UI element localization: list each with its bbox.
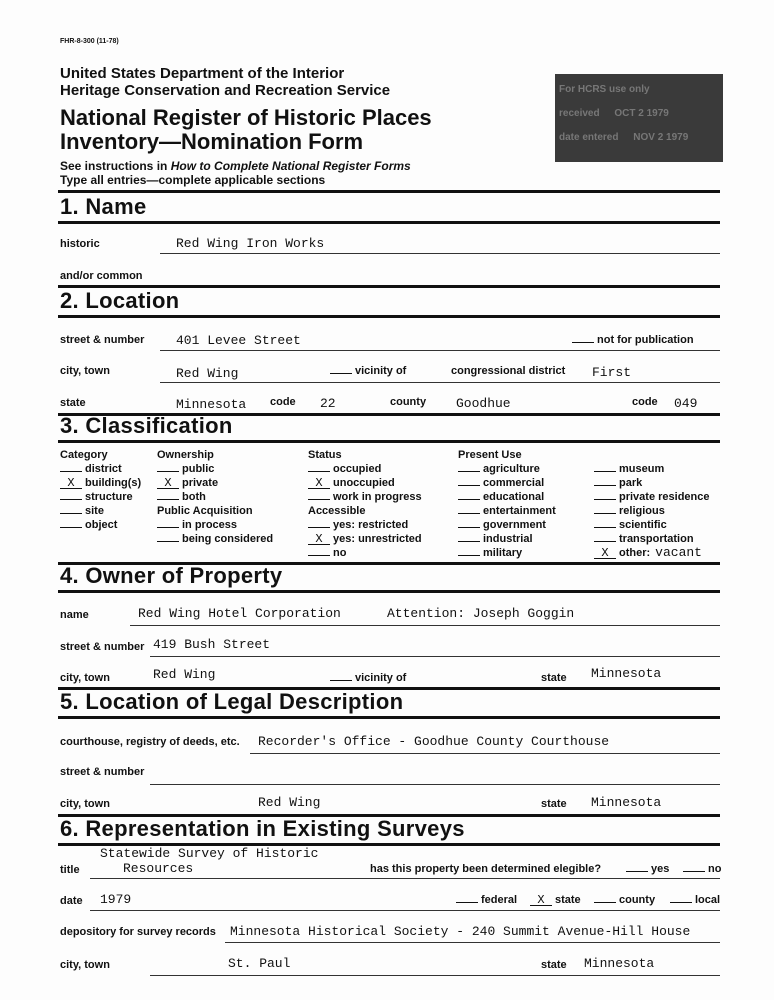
courthouse-field[interactable]: Recorder's Office - Goodhue County Courthouse bbox=[258, 734, 610, 749]
option-label: public bbox=[182, 463, 215, 475]
column-heading: Public Acquisition bbox=[157, 505, 253, 517]
option-label: in process bbox=[182, 519, 238, 531]
field-label: has this property been determined elegible? bbox=[370, 863, 602, 875]
option-label: work in progress bbox=[333, 491, 422, 503]
legal-state-field[interactable]: Minnesota bbox=[591, 795, 662, 810]
field-label: and/or common bbox=[60, 270, 143, 282]
divider bbox=[150, 784, 720, 785]
field-label: code bbox=[270, 396, 296, 408]
instructions-guide-title: How to Complete National Register Forms bbox=[170, 159, 411, 173]
divider bbox=[58, 716, 720, 719]
location-city-field[interactable]: Red Wing bbox=[176, 366, 239, 381]
section-heading: 4. Owner of Property bbox=[60, 563, 283, 588]
option-label: private bbox=[182, 477, 219, 489]
checkbox-mark[interactable] bbox=[458, 513, 480, 514]
option-label: occupied bbox=[333, 463, 382, 475]
option-label: site bbox=[85, 505, 104, 517]
divider bbox=[250, 753, 720, 754]
stamp-entered: NOV 2 1979 bbox=[633, 132, 689, 143]
field-label: federal bbox=[481, 894, 518, 906]
checkbox-mark[interactable]: X bbox=[530, 895, 552, 906]
owner-state-field[interactable]: Minnesota bbox=[591, 666, 662, 681]
field-label: not for publication bbox=[597, 334, 694, 346]
checkbox-mark[interactable] bbox=[157, 471, 179, 472]
checkbox-blank[interactable] bbox=[572, 342, 594, 343]
option-label: commercial bbox=[483, 477, 545, 489]
checkbox-mark[interactable]: X bbox=[60, 478, 82, 489]
checkbox-option[interactable] bbox=[157, 476, 273, 490]
ownership-column bbox=[157, 448, 273, 546]
owner-name-field[interactable]: Red Wing Hotel Corporation bbox=[138, 606, 341, 621]
option-label: transportation bbox=[619, 533, 694, 545]
field-label: street & number bbox=[60, 641, 145, 653]
checkbox-option[interactable] bbox=[458, 532, 556, 546]
divider bbox=[58, 190, 720, 193]
county-code-field[interactable]: 049 bbox=[674, 396, 698, 411]
checkbox-mark[interactable] bbox=[308, 471, 330, 472]
checkbox-mark[interactable]: X bbox=[594, 548, 616, 559]
instructions bbox=[60, 159, 411, 187]
option-label: religious bbox=[619, 505, 665, 517]
option-label: no bbox=[333, 547, 347, 559]
county-field[interactable]: Goodhue bbox=[456, 396, 511, 411]
checkbox-option[interactable] bbox=[308, 518, 422, 532]
legal-city-field[interactable]: Red Wing bbox=[258, 795, 321, 810]
field-label: local bbox=[695, 894, 721, 906]
checkbox-option[interactable] bbox=[60, 504, 141, 518]
stamp-text: For HCRS use only bbox=[559, 84, 650, 95]
divider bbox=[160, 253, 720, 254]
option-label: agriculture bbox=[483, 463, 540, 475]
checkbox-mark[interactable] bbox=[458, 485, 480, 486]
checkbox-mark[interactable] bbox=[458, 527, 480, 528]
checkbox-mark[interactable] bbox=[594, 471, 616, 472]
agency-line: Heritage Conservation and Recreation Service bbox=[60, 82, 391, 99]
checkbox-option[interactable] bbox=[60, 462, 141, 476]
field-label: congressional district bbox=[451, 365, 566, 377]
option-label: park bbox=[619, 477, 643, 489]
divider bbox=[225, 942, 720, 943]
section-heading: 6. Representation in Existing Surveys bbox=[60, 816, 465, 841]
checkbox-option[interactable] bbox=[594, 490, 710, 504]
checkbox-option[interactable] bbox=[60, 490, 141, 504]
checkbox-option[interactable] bbox=[308, 546, 422, 560]
field-label: state bbox=[60, 397, 86, 409]
option-label: both bbox=[182, 491, 206, 503]
checkbox-option[interactable] bbox=[594, 532, 710, 546]
status-column bbox=[308, 448, 422, 560]
checkbox-option[interactable] bbox=[594, 546, 710, 560]
checkbox-mark[interactable] bbox=[157, 527, 179, 528]
agency-header bbox=[60, 65, 390, 99]
instructions-text: Type all entries—complete applicable sections bbox=[60, 173, 326, 187]
category-column bbox=[60, 448, 141, 532]
divider bbox=[58, 590, 720, 593]
checkbox-mark[interactable] bbox=[594, 485, 616, 486]
form-title bbox=[60, 106, 432, 154]
divider bbox=[58, 315, 720, 318]
checkbox-blank[interactable] bbox=[330, 373, 352, 374]
checkbox-mark[interactable] bbox=[594, 499, 616, 500]
checkbox-blank[interactable] bbox=[683, 871, 705, 872]
field-label: code bbox=[632, 396, 658, 408]
checkbox-mark[interactable] bbox=[458, 499, 480, 500]
checkbox-mark[interactable] bbox=[458, 541, 480, 542]
checkbox-mark[interactable] bbox=[458, 471, 480, 472]
checkbox-option[interactable] bbox=[308, 476, 422, 490]
divider bbox=[58, 440, 720, 443]
checkbox-blank[interactable] bbox=[670, 902, 692, 903]
stamp-text: date entered bbox=[559, 132, 619, 143]
checkbox-mark[interactable] bbox=[308, 527, 330, 528]
option-label: museum bbox=[619, 463, 665, 475]
stamp-text: received bbox=[559, 108, 600, 119]
checkbox-blank[interactable] bbox=[594, 902, 616, 903]
divider bbox=[90, 910, 720, 911]
checkbox-option[interactable] bbox=[308, 490, 422, 504]
section-heading: 2. Location bbox=[60, 288, 180, 313]
checkbox-option[interactable] bbox=[308, 532, 422, 546]
field-label: depository for survey records bbox=[60, 926, 216, 938]
field-label: city, town bbox=[60, 365, 110, 377]
title-line: Inventory—Nomination Form bbox=[60, 129, 364, 154]
survey-city-field[interactable]: St. Paul bbox=[228, 956, 291, 971]
checkbox-option[interactable] bbox=[458, 546, 556, 560]
form-number: FHR-8-300 (11-78) bbox=[60, 38, 119, 45]
option-label: unoccupied bbox=[333, 477, 395, 489]
hcrs-use-only-stamp bbox=[555, 74, 723, 162]
checkbox-blank[interactable] bbox=[330, 680, 352, 681]
option-label: educational bbox=[483, 491, 545, 503]
field-label: yes bbox=[651, 863, 670, 875]
option-label: building(s) bbox=[85, 477, 142, 489]
checkbox-blank[interactable] bbox=[626, 871, 648, 872]
checkbox-mark[interactable] bbox=[594, 541, 616, 542]
checkbox-option[interactable] bbox=[594, 462, 710, 476]
location-state-field[interactable]: Minnesota bbox=[176, 397, 247, 412]
state-code-field[interactable]: 22 bbox=[320, 396, 336, 411]
column-heading: Category bbox=[60, 449, 108, 461]
owner-attention-field[interactable]: Attention: Joseph Goggin bbox=[387, 606, 575, 621]
divider bbox=[58, 221, 720, 224]
option-label: being considered bbox=[182, 533, 274, 545]
checkbox-mark[interactable] bbox=[157, 541, 179, 542]
column-heading: Ownership bbox=[157, 449, 214, 461]
field-label: state bbox=[541, 798, 567, 810]
checkbox-mark[interactable] bbox=[458, 555, 480, 556]
field-label: state bbox=[555, 894, 581, 906]
field-label: courthouse, registry of deeds, etc. bbox=[60, 736, 240, 748]
field-label: county bbox=[619, 894, 656, 906]
column-heading: Status bbox=[308, 449, 342, 461]
checkbox-option[interactable] bbox=[458, 462, 556, 476]
option-label: entertainment bbox=[483, 505, 556, 517]
field-label: historic bbox=[60, 238, 100, 250]
congressional-district-field[interactable]: First bbox=[592, 365, 632, 380]
section-heading: 5. Location of Legal Description bbox=[60, 689, 404, 714]
option-label: government bbox=[483, 519, 546, 531]
column-heading: Present Use bbox=[458, 449, 522, 461]
field-label: vicinity of bbox=[355, 672, 407, 684]
checkbox-option[interactable] bbox=[594, 504, 710, 518]
option-label: yes: unrestricted bbox=[333, 533, 422, 545]
checkbox-option[interactable] bbox=[594, 476, 710, 490]
other-use-value[interactable]: vacant bbox=[655, 545, 702, 560]
checkbox-option[interactable] bbox=[157, 518, 273, 532]
checkbox-mark[interactable] bbox=[60, 527, 82, 528]
checkbox-mark[interactable] bbox=[308, 555, 330, 556]
field-label: city, town bbox=[60, 672, 110, 684]
field-label: county bbox=[390, 396, 427, 408]
stamp-received: OCT 2 1979 bbox=[614, 108, 669, 119]
option-label: other: bbox=[619, 547, 651, 559]
checkbox-option[interactable] bbox=[458, 490, 556, 504]
option-label: yes: restricted bbox=[333, 519, 409, 531]
field-label: no bbox=[708, 863, 722, 875]
option-label: object bbox=[85, 519, 118, 531]
checkbox-mark[interactable] bbox=[308, 499, 330, 500]
checkbox-option[interactable] bbox=[458, 518, 556, 532]
option-label: industrial bbox=[483, 533, 533, 545]
checkbox-option[interactable] bbox=[157, 532, 273, 546]
checkbox-mark[interactable] bbox=[157, 499, 179, 500]
option-label: private residence bbox=[619, 491, 710, 503]
divider bbox=[90, 878, 720, 879]
checkbox-mark[interactable]: X bbox=[308, 534, 330, 545]
checkbox-mark[interactable] bbox=[60, 471, 82, 472]
option-label: scientific bbox=[619, 519, 667, 531]
checkbox-option[interactable] bbox=[594, 518, 710, 532]
depository-field[interactable]: Minnesota Historical Society - 240 Summit Avenue-Hill House bbox=[230, 924, 691, 939]
owner-city-field[interactable]: Red Wing bbox=[153, 667, 216, 682]
field-label: city, town bbox=[60, 798, 110, 810]
survey-state-field[interactable]: Minnesota bbox=[584, 956, 655, 971]
present-use-column bbox=[594, 462, 710, 560]
location-street-field[interactable]: 401 Levee Street bbox=[176, 333, 301, 348]
checkbox-option[interactable] bbox=[308, 462, 422, 476]
checkbox-mark[interactable] bbox=[60, 513, 82, 514]
column-heading: Accessible bbox=[308, 505, 366, 517]
instructions-text: See instructions in bbox=[60, 159, 171, 173]
title-line: National Register of Historic Places bbox=[60, 105, 432, 130]
agency-line: United States Department of the Interior bbox=[60, 65, 345, 82]
checkbox-option[interactable] bbox=[60, 476, 141, 490]
present-use-column bbox=[458, 448, 556, 560]
owner-street-field[interactable]: 419 Bush Street bbox=[153, 637, 271, 652]
section-heading: 3. Classification bbox=[60, 413, 233, 438]
checkbox-blank[interactable] bbox=[456, 902, 478, 903]
section-heading: 1. Name bbox=[60, 194, 147, 219]
field-label: title bbox=[60, 864, 80, 876]
survey-date-field[interactable]: 1979 bbox=[100, 892, 132, 907]
checkbox-mark[interactable]: X bbox=[157, 478, 179, 489]
field-label: state bbox=[541, 959, 567, 971]
divider bbox=[160, 350, 720, 351]
option-label: military bbox=[483, 547, 523, 559]
checkbox-option[interactable] bbox=[458, 504, 556, 518]
survey-title-field[interactable]: Statewide Survey of Historic bbox=[100, 846, 319, 861]
checkbox-mark[interactable] bbox=[60, 499, 82, 500]
field-label: vicinity of bbox=[355, 365, 407, 377]
checkbox-option[interactable] bbox=[458, 476, 556, 490]
historic-name-field[interactable]: Red Wing Iron Works bbox=[176, 236, 325, 251]
divider bbox=[160, 382, 720, 383]
field-label: street & number bbox=[60, 334, 145, 346]
option-label: district bbox=[85, 463, 122, 475]
field-label: date bbox=[60, 895, 83, 907]
field-label: state bbox=[541, 672, 567, 684]
checkbox-option[interactable] bbox=[157, 490, 273, 504]
field-label: name bbox=[60, 609, 89, 621]
field-label: street & number bbox=[60, 766, 145, 778]
checkbox-mark[interactable]: X bbox=[308, 478, 330, 489]
option-label: structure bbox=[85, 491, 133, 503]
survey-title-field[interactable]: Resources bbox=[123, 861, 194, 876]
checkbox-mark[interactable] bbox=[594, 513, 616, 514]
divider bbox=[150, 975, 720, 976]
checkbox-mark[interactable] bbox=[594, 527, 616, 528]
field-label: city, town bbox=[60, 959, 110, 971]
checkbox-option[interactable] bbox=[157, 462, 273, 476]
checkbox-option[interactable] bbox=[60, 518, 141, 532]
divider bbox=[130, 625, 720, 626]
divider bbox=[150, 656, 720, 657]
